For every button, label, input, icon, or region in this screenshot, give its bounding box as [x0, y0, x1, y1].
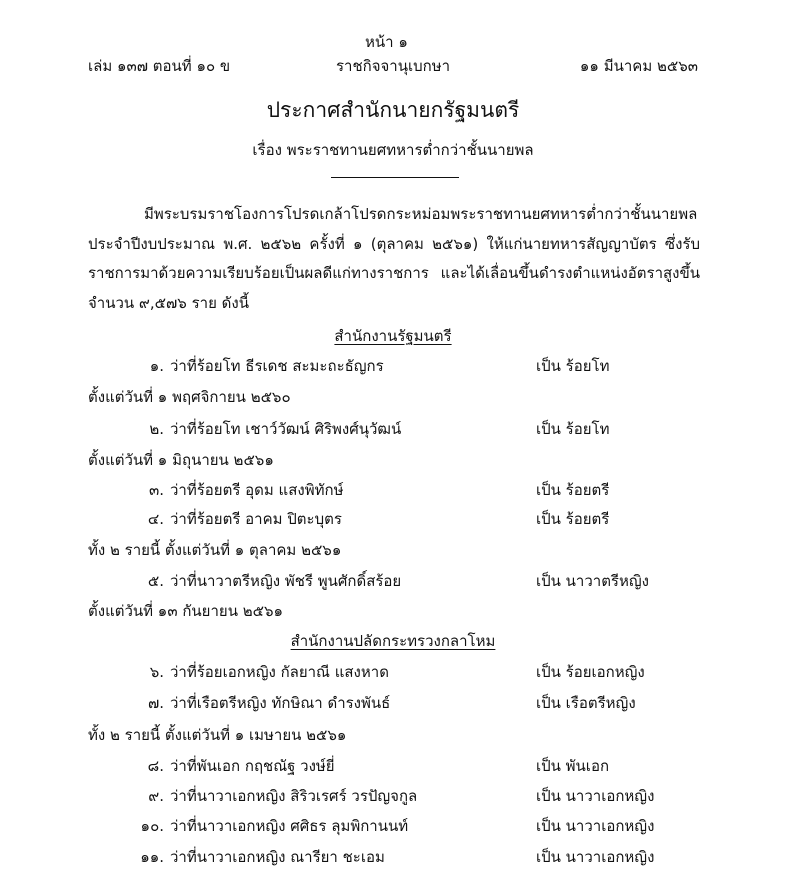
- subject-line: เรื่อง พระราชทานยศทหารต่ำกว่าชั้นนายพล: [252, 141, 534, 159]
- entry-rank: เป็น นาวาเอกหญิง: [536, 817, 655, 835]
- entry-number: ๔.: [147, 510, 164, 528]
- entry-number: ๖.: [149, 663, 164, 681]
- page-number: หน้า ๑: [365, 33, 408, 51]
- entry-rank: เป็น ร้อยเอกหญิง: [536, 663, 645, 681]
- effective-date: ตั้งแต่วันที่ ๑ มิถุนายน ๒๕๖๑: [88, 451, 274, 469]
- volume-info: เล่ม ๑๓๗ ตอนที่ ๑๐ ข: [88, 57, 231, 75]
- section-title: สำนักงานรัฐมนตรี: [334, 327, 452, 345]
- entry-number: ๘.: [147, 757, 164, 775]
- entry-name: ว่าที่ร้อยตรี อาคม ปิตะบุตร: [170, 510, 342, 528]
- entry-name: ว่าที่เรือตรีหญิง ทักษิณา ดำรงพันธ์: [170, 694, 391, 712]
- effective-date: ทั้ง ๒ รายนี้ ตั้งแต่วันที่ ๑ เมษายน ๒๕๖๑: [88, 726, 347, 744]
- entry-name: ว่าที่ร้อยตรี อุดม แสงพิทักษ์: [170, 481, 344, 499]
- entry-name: ว่าที่นาวาเอกหญิง ณารียา ชะเอม: [170, 848, 385, 866]
- entry-rank: เป็น พันเอก: [536, 757, 610, 775]
- entry-rank: เป็น ร้อยตรี: [536, 481, 610, 499]
- publication-date: ๑๑ มีนาคม ๒๕๖๓: [579, 57, 698, 75]
- entry-rank: เป็น ร้อยโท: [536, 420, 610, 438]
- entry-name: ว่าที่นาวาเอกหญิง สิริวเรศร์ วรปัญจกูล: [170, 787, 418, 805]
- entry-number: ๑.: [149, 357, 164, 375]
- entry-rank: เป็น นาวาเอกหญิง: [536, 787, 655, 805]
- entry-name: ว่าที่ร้อยโท เชาว์วัฒน์ ศิริพงศ์นุวัฒน์: [170, 420, 402, 438]
- entry-rank: เป็น นาวาเอกหญิง: [536, 848, 655, 866]
- entry-number: ๕.: [147, 572, 164, 590]
- entry-name: ว่าที่ร้อยโท ธีรเดช สะมะถะธัญกร: [170, 357, 384, 375]
- entry-rank: เป็น นาวาตรีหญิง: [536, 572, 649, 590]
- title-divider: [331, 177, 459, 178]
- effective-date: ตั้งแต่วันที่ ๑ พฤศจิกายน ๒๕๖๐: [88, 388, 291, 406]
- entry-name: ว่าที่ร้อยเอกหญิง กัลยาณี แสงหาด: [170, 663, 389, 681]
- effective-date: ตั้งแต่วันที่ ๑๓ กันยายน ๒๕๖๑: [88, 602, 283, 620]
- entry-name: ว่าที่นาวาเอกหญิง ศศิธร ลุมพิกานนท์: [170, 817, 409, 835]
- entry-name: ว่าที่พันเอก กฤชณัฐ วงษ์ยี่: [170, 757, 335, 775]
- entry-number: ๙.: [148, 787, 164, 805]
- entry-number: ๒.: [149, 420, 164, 438]
- intro-paragraph: [88, 200, 700, 318]
- entry-number: ๑๐.: [140, 817, 164, 835]
- entry-rank: เป็น ร้อยโท: [536, 357, 610, 375]
- entry-number: ๓.: [148, 481, 164, 499]
- intro-text: มีพระบรมราชโองการโปรดเกล้าโปรดกระหม่อมพระราชทานยศทหารต่ำกว่าชั้นนายพล ประจำปีงบประมาณ พ.ศ. ๒๕๖๒ ครั้งที่ ๑ (ตุลาคม ๒๕๖๑) ให้แก่นายทหารสัญญาบัตร ซึ่งรับราชการมาด้วยความเรียบร้อยเป็นผลดีแก่ทางราชการ และได้เลื่อนขึ้นดำรงตำแหน่งอัตราสูงขึ้น จำนวน ๙,๕๗๖ ราย ดังนี้: [88, 205, 700, 312]
- entry-rank: เป็น เรือตรีหญิง: [536, 694, 636, 712]
- effective-date: ทั้ง ๒ รายนี้ ตั้งแต่วันที่ ๑ ตุลาคม ๒๕๖๑: [88, 541, 342, 559]
- section-title: สำนักงานปลัดกระทรวงกลาโหม: [290, 632, 496, 650]
- entry-number: ๗.: [147, 694, 164, 712]
- entry-rank: เป็น ร้อยตรี: [536, 510, 610, 528]
- publication-name: ราชกิจจานุเบกษา: [335, 57, 451, 75]
- entry-name: ว่าที่นาวาตรีหญิง พัชรี พูนศักดิ์สร้อย: [170, 572, 402, 590]
- page-title: ประกาศสำนักนายกรัฐมนตรี: [266, 98, 520, 122]
- entry-number: ๑๑.: [140, 848, 164, 866]
